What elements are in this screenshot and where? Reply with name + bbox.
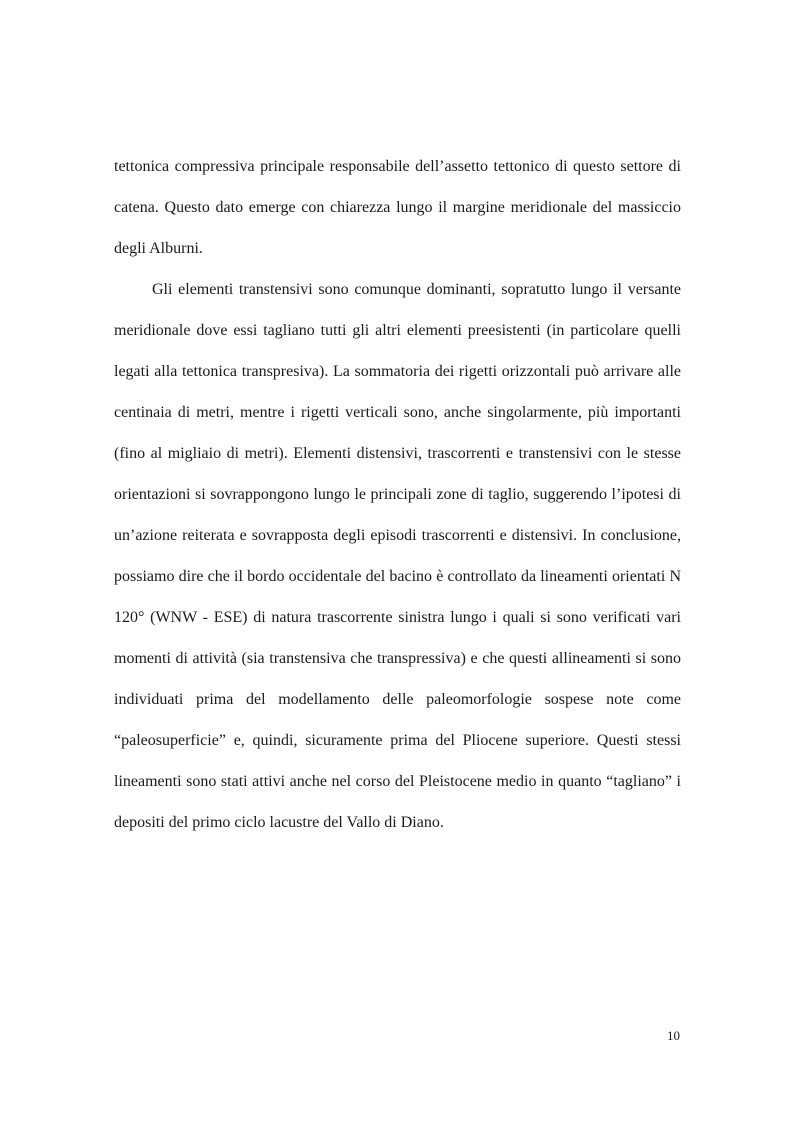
paragraph-transtensive-elements: Gli elementi transtensivi sono comunque dominanti, sopratutto lungo il versante meridionale dove essi tagliano tutti gli altri elementi preesistenti (in particolare quelli legati alla tettonica transpresiva). La sommatoria dei rigetti orizzontali può arrivare alle centinaia di metri, mentre i rigetti verticali sono, anche singolarmente, più importanti (fino al migliaio di metri). Elementi distensivi, trascorrenti e transtensivi con le stesse orientazioni si sovrappongono lungo le principali zone di taglio, suggerendo l’ipotesi di un’azione reiterata e sovrapposta degli episodi trascorrenti e distensivi. In conclusione, possiamo dire che il bordo occidentale del bacino è controllato da lineamenti orientati N 120° (WNW - ESE) di natura trascorrente sinistra lungo i quali si sono verificati vari momenti di attività (sia transtensiva che transpressiva) e che questi allineamenti si sono individuati prima del modellamento delle paleomorfologie sospese note come “paleosuperficie” e, quindi, sicuramente prima del Pliocene superiore. Questi stessi lineamenti sono stati attivi anche nel corso del Pleistocene medio in quanto “tagliano” i depositi del primo ciclo lacustre del Vallo di Diano. bbox=[114, 281, 681, 831]
body-text bbox=[114, 146, 681, 843]
page-number: 10 bbox=[667, 1028, 680, 1043]
paragraph-continuation: tettonica compressiva principale responsabile dell’assetto tettonico di questo settore di catena. Questo dato emerge con chiarezza lungo il margine meridionale del massiccio degli Alburni. bbox=[114, 158, 681, 257]
